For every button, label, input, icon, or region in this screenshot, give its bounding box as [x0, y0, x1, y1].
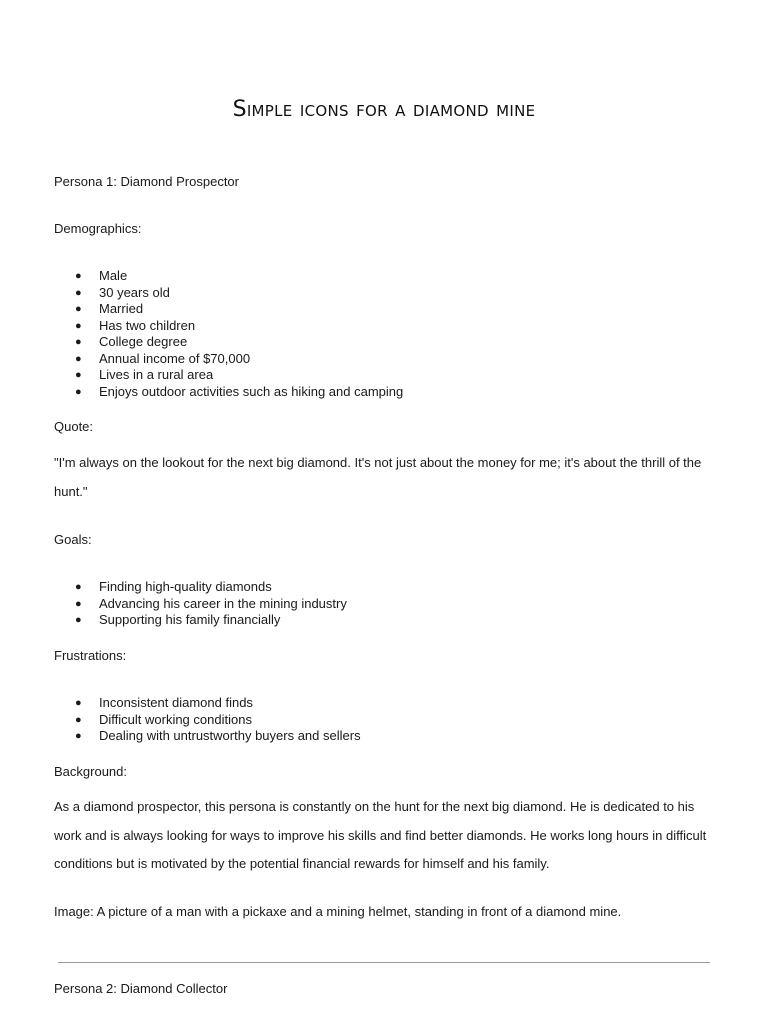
bullet-icon: ●: [75, 614, 82, 626]
bullet-icon: ●: [75, 319, 82, 332]
list-item: ● Finding high-quality diamonds: [75, 579, 272, 594]
list-item: ● Enjoys outdoor activities such as hiking and camping: [75, 383, 404, 399]
bullet-icon: ●: [75, 352, 82, 365]
demographics-label: Demographics:: [54, 221, 142, 236]
goals-label: Goals:: [54, 532, 92, 547]
image-note: Image: A picture of a man with a pickaxe and a mining helmet, standing in front of a diamond mine.: [54, 904, 622, 919]
list-item: ● Annual income of $70,000: [75, 350, 251, 366]
bullet-icon: ●: [75, 697, 82, 709]
persona1-heading: Persona 1: Diamond Prospector: [54, 174, 239, 189]
goals-list: [54, 579, 347, 629]
demographics-list: [54, 268, 403, 400]
background-label: Background:: [54, 764, 127, 779]
document-title: Simple icons for a diamond mine: [232, 96, 536, 122]
background-text: As a diamond prospector, this persona is constantly on the hunt for the next big diamond. He is dedicated to his work and is always looking for ways to improve his skills and find better diamonds. He works long hours in difficult conditions but is motivated by the potential financial rewards for himself and his family.: [54, 799, 707, 871]
bullet-icon: ●: [75, 336, 82, 348]
list-item: ● Difficult working conditions: [75, 711, 252, 727]
bullet-icon: ●: [75, 303, 82, 315]
quote-label: Quote:: [54, 419, 94, 434]
list-item: ● Inconsistent diamond finds: [75, 695, 253, 710]
bullet-icon: ●: [75, 581, 82, 593]
list-item: ● Dealing with untrustworthy buyers and sellers: [75, 728, 361, 743]
list-item: ● Advancing his career in the mining industry: [75, 595, 347, 611]
bullet-icon: ●: [75, 369, 82, 381]
bullet-icon: ●: [75, 713, 82, 726]
list-item: ● Supporting his family financially: [75, 612, 281, 627]
list-item: ● College degree: [75, 334, 188, 349]
quote-text: "I'm always on the lookout for the next big diamond. It's not just about the money for me; it's about the thrill of the hunt.": [54, 455, 702, 499]
bullet-icon: ●: [75, 270, 82, 282]
list-item: ● Married: [75, 301, 144, 316]
frustrations-list: [54, 695, 361, 745]
list-item: ● Lives in a rural area: [75, 367, 214, 382]
list-item: ● Has two children: [75, 317, 196, 333]
list-item: ● 30 years old: [75, 284, 170, 300]
bullet-icon: ●: [75, 286, 82, 299]
list-item: ● Male: [75, 268, 128, 283]
bullet-icon: ●: [75, 730, 82, 742]
persona2-heading: Persona 2: Diamond Collector: [54, 981, 228, 996]
bullet-icon: ●: [75, 385, 82, 398]
section-divider: [58, 962, 710, 963]
bullet-icon: ●: [75, 597, 82, 610]
frustrations-label: Frustrations:: [54, 648, 127, 663]
